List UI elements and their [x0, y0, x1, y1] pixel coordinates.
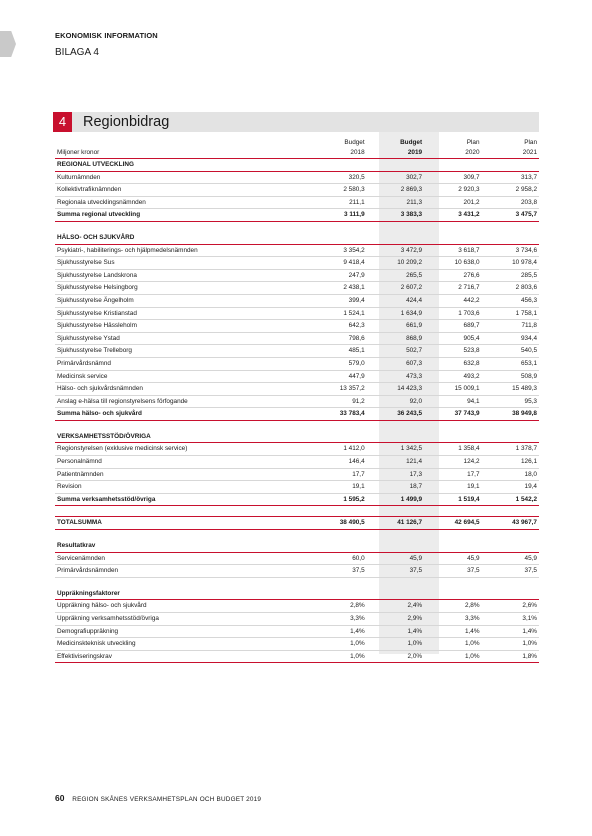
col-head-year: 2021 [482, 148, 539, 159]
row-label: Resultatkrav [55, 540, 309, 552]
column-subheader-row [55, 148, 539, 159]
value-cell: 632,8 [424, 357, 481, 370]
value-cell: 285,5 [482, 269, 539, 282]
value-cell: 934,4 [482, 332, 539, 345]
value-cell: 711,8 [482, 320, 539, 333]
value-cell: 302,7 [367, 171, 424, 184]
table-row [55, 370, 539, 383]
value-cell: 17,7 [424, 468, 481, 481]
footer-text: REGION SKÅNES VERKSAMHETSPLAN OCH BUDGET 2019 [72, 796, 262, 803]
value-cell: 313,7 [482, 171, 539, 184]
row-label: Primärvårdsnämnd [55, 357, 309, 370]
subtotal-row [55, 209, 539, 222]
value-cell: 1,0% [367, 638, 424, 651]
value-cell: 607,3 [367, 357, 424, 370]
row-label: Servicenämnden [55, 552, 309, 565]
row-label: Medicinsk service [55, 370, 309, 383]
value-cell: 1 758,1 [482, 307, 539, 320]
value-cell: 33 783,4 [309, 408, 366, 421]
row-label: VERKSAMHETSSTÖD/ÖVRIGA [55, 431, 309, 443]
value-cell: 1 499,9 [367, 493, 424, 506]
section-tab-marker [0, 31, 16, 57]
value-cell: 211,1 [309, 196, 366, 209]
row-label: REGIONAL UTVECKLING [55, 159, 309, 172]
section-heading: EKONOMISK INFORMATION [55, 31, 158, 40]
section-header-row [55, 540, 539, 552]
row-label: Anslag e-hälsa till regionstyrelsens förfogande [55, 395, 309, 408]
spacer-row [55, 577, 539, 588]
table-row [55, 171, 539, 184]
value-cell: 1,0% [309, 638, 366, 651]
value-cell: 1,0% [424, 638, 481, 651]
empty-cell [424, 540, 481, 552]
row-label: Uppräkning verksamhetsstöd/övriga [55, 613, 309, 626]
value-cell: 36 243,5 [367, 408, 424, 421]
subtotal-row [55, 408, 539, 421]
empty-cell [482, 232, 539, 244]
value-cell: 689,7 [424, 320, 481, 333]
empty-cell [424, 431, 481, 443]
value-cell: 502,7 [367, 345, 424, 358]
row-label: Hälso- och sjukvårdsnämnden [55, 383, 309, 396]
value-cell: 3,3% [309, 613, 366, 626]
row-label: Summa regional utveckling [55, 209, 309, 222]
value-cell: 276,6 [424, 269, 481, 282]
table-row [55, 456, 539, 469]
value-cell: 523,8 [424, 345, 481, 358]
row-label: Summa hälso- och sjukvård [55, 408, 309, 421]
table-title-bar [53, 112, 539, 132]
value-cell: 3 111,9 [309, 209, 366, 222]
empty-cell [309, 232, 366, 244]
value-cell: 1,8% [482, 650, 539, 663]
value-cell: 17,3 [367, 468, 424, 481]
section-header-row [55, 232, 539, 244]
value-cell: 1,0% [309, 650, 366, 663]
empty-cell [482, 540, 539, 552]
empty-cell [482, 588, 539, 600]
empty-cell [309, 540, 366, 552]
value-cell: 1,0% [424, 650, 481, 663]
value-cell: 146,4 [309, 456, 366, 469]
value-cell: 247,9 [309, 269, 366, 282]
value-cell: 37,5 [424, 565, 481, 578]
value-cell: 126,1 [482, 456, 539, 469]
value-cell: 1 595,2 [309, 493, 366, 506]
empty-cell [424, 588, 481, 600]
row-label: Demografiuppräkning [55, 625, 309, 638]
value-cell: 18,0 [482, 468, 539, 481]
row-label: HÄLSO- OCH SJUKVÅRD [55, 232, 309, 244]
table-row [55, 196, 539, 209]
value-cell: 2,4% [367, 600, 424, 613]
value-cell: 1 358,4 [424, 443, 481, 456]
spacer-row [55, 420, 539, 431]
value-cell: 15 489,3 [482, 383, 539, 396]
value-cell: 92,0 [367, 395, 424, 408]
table-row [55, 269, 539, 282]
value-cell: 309,7 [424, 171, 481, 184]
value-cell: 473,3 [367, 370, 424, 383]
value-cell: 2,0% [367, 650, 424, 663]
value-cell: 485,1 [309, 345, 366, 358]
value-cell: 124,2 [424, 456, 481, 469]
empty-cell [367, 588, 424, 600]
col-head-year: 2019 [367, 148, 424, 159]
table-row [55, 257, 539, 270]
value-cell: 9 418,4 [309, 257, 366, 270]
value-cell: 91,2 [309, 395, 366, 408]
value-cell: 2 716,7 [424, 282, 481, 295]
col-head-top: Budget [400, 139, 423, 146]
table-row [55, 552, 539, 565]
value-cell: 60,0 [309, 552, 366, 565]
value-cell: 3 383,3 [367, 209, 424, 222]
empty-cell [309, 431, 366, 443]
page-number: 60 [55, 793, 65, 803]
value-cell: 38 949,8 [482, 408, 539, 421]
value-cell: 798,6 [309, 332, 366, 345]
row-label: Sjukhusstyrelse Trelleborg [55, 345, 309, 358]
col-head-year: 2020 [424, 148, 481, 159]
row-label: Sjukhusstyrelse Helsingborg [55, 282, 309, 295]
table-row [55, 307, 539, 320]
value-cell: 2,8% [309, 600, 366, 613]
row-label: Kollektivtrafiknämnden [55, 184, 309, 197]
page-footer [55, 793, 261, 803]
table-title: Regionbidrag [83, 114, 170, 130]
value-cell: 2,6% [482, 600, 539, 613]
row-label: Medicinskteknisk utveckling [55, 638, 309, 651]
value-cell: 45,9 [367, 552, 424, 565]
value-cell: 94,1 [424, 395, 481, 408]
value-cell: 17,7 [309, 468, 366, 481]
value-cell: 1,4% [424, 625, 481, 638]
empty-cell [367, 159, 424, 172]
section-header-row [55, 431, 539, 443]
value-cell: 265,5 [367, 269, 424, 282]
value-cell: 2 438,1 [309, 282, 366, 295]
value-cell: 493,2 [424, 370, 481, 383]
value-cell: 45,9 [482, 552, 539, 565]
value-cell: 18,7 [367, 481, 424, 494]
value-cell: 1 703,6 [424, 307, 481, 320]
value-cell: 1,4% [367, 625, 424, 638]
value-cell: 2 607,2 [367, 282, 424, 295]
value-cell: 424,4 [367, 294, 424, 307]
col-head-top: Budget [344, 139, 365, 146]
value-cell: 399,4 [309, 294, 366, 307]
value-cell: 121,4 [367, 456, 424, 469]
value-cell: 95,3 [482, 395, 539, 408]
spacer-row [55, 506, 539, 517]
table-row [55, 565, 539, 578]
value-cell: 203,8 [482, 196, 539, 209]
row-label: Sjukhusstyrelse Sus [55, 257, 309, 270]
value-cell: 37,5 [367, 565, 424, 578]
value-cell: 37 743,9 [424, 408, 481, 421]
value-cell: 2 958,2 [482, 184, 539, 197]
value-cell: 661,9 [367, 320, 424, 333]
value-cell: 37,5 [309, 565, 366, 578]
empty-cell [424, 232, 481, 244]
value-cell: 41 126,7 [367, 517, 424, 530]
table-row [55, 383, 539, 396]
value-cell: 15 009,1 [424, 383, 481, 396]
value-cell: 1 542,2 [482, 493, 539, 506]
value-cell: 642,3 [309, 320, 366, 333]
value-cell: 3 475,7 [482, 209, 539, 222]
value-cell: 1,0% [482, 638, 539, 651]
total-row [55, 517, 539, 530]
regionbidrag-table [55, 138, 539, 663]
empty-cell [309, 588, 366, 600]
value-cell: 456,3 [482, 294, 539, 307]
col-head-top: Plan [466, 139, 480, 146]
value-cell: 1 634,9 [367, 307, 424, 320]
spacer-row [55, 221, 539, 232]
value-cell: 37,5 [482, 565, 539, 578]
table-row [55, 481, 539, 494]
row-label: Sjukhusstyrelse Ängelholm [55, 294, 309, 307]
row-label: Sjukhusstyrelse Kristianstad [55, 307, 309, 320]
row-label: Primärvårdsnämnden [55, 565, 309, 578]
value-cell: 905,4 [424, 332, 481, 345]
value-cell: 3 472,9 [367, 244, 424, 257]
value-cell: 19,1 [309, 481, 366, 494]
value-cell: 3,3% [424, 613, 481, 626]
value-cell: 2 920,3 [424, 184, 481, 197]
row-label: Uppräkningsfaktorer [55, 588, 309, 600]
value-cell: 442,2 [424, 294, 481, 307]
table-row [55, 244, 539, 257]
empty-cell [482, 431, 539, 443]
row-label: Regionala utvecklingsnämnden [55, 196, 309, 209]
column-header-row [55, 138, 539, 148]
value-cell: 10 209,2 [367, 257, 424, 270]
value-cell: 447,9 [309, 370, 366, 383]
table-row [55, 650, 539, 663]
value-cell: 3,1% [482, 613, 539, 626]
value-cell: 868,9 [367, 332, 424, 345]
table-row [55, 294, 539, 307]
subtotal-row [55, 493, 539, 506]
table-row [55, 320, 539, 333]
row-label: TOTALSUMMA [55, 517, 309, 530]
table-row [55, 345, 539, 358]
row-label: Kulturnämnden [55, 171, 309, 184]
row-label: Sjukhusstyrelse Ystad [55, 332, 309, 345]
empty-cell [367, 232, 424, 244]
table-row [55, 443, 539, 456]
row-label: Psykiatri-, habiliterings- och hjälpmedelsnämnden [55, 244, 309, 257]
value-cell: 579,0 [309, 357, 366, 370]
value-cell: 653,1 [482, 357, 539, 370]
table-row [55, 395, 539, 408]
spacer-row [55, 530, 539, 541]
col-head-year: 2018 [309, 148, 366, 159]
table-row [55, 282, 539, 295]
value-cell: 320,5 [309, 171, 366, 184]
empty-cell [482, 159, 539, 172]
row-label: Patientnämnden [55, 468, 309, 481]
value-cell: 10 638,0 [424, 257, 481, 270]
value-cell: 1 342,5 [367, 443, 424, 456]
value-cell: 1 524,1 [309, 307, 366, 320]
value-cell: 3 431,2 [424, 209, 481, 222]
value-cell: 2 580,3 [309, 184, 366, 197]
value-cell: 1,4% [482, 625, 539, 638]
value-cell: 2 803,6 [482, 282, 539, 295]
value-cell: 10 978,4 [482, 257, 539, 270]
value-cell: 1 378,7 [482, 443, 539, 456]
empty-cell [309, 159, 366, 172]
value-cell: 45,9 [424, 552, 481, 565]
row-label: Sjukhusstyrelse Hässleholm [55, 320, 309, 333]
value-cell: 19,1 [424, 481, 481, 494]
table-row [55, 600, 539, 613]
row-label: Regionstyrelsen (exklusive medicinsk service) [55, 443, 309, 456]
empty-cell [367, 540, 424, 552]
value-cell: 540,5 [482, 345, 539, 358]
table-row [55, 625, 539, 638]
row-label: Effektiviseringskrav [55, 650, 309, 663]
value-cell: 1 412,0 [309, 443, 366, 456]
value-cell: 19,4 [482, 481, 539, 494]
value-cell: 38 490,5 [309, 517, 366, 530]
row-label: Revision [55, 481, 309, 494]
col-head-top: Plan [524, 139, 537, 146]
empty-cell [367, 431, 424, 443]
appendix-label: BILAGA 4 [55, 47, 99, 58]
row-label: Personalnämnd [55, 456, 309, 469]
table-row [55, 357, 539, 370]
value-cell: 14 423,3 [367, 383, 424, 396]
value-cell: 2,9% [367, 613, 424, 626]
section-header-row [55, 588, 539, 600]
value-cell: 2,8% [424, 600, 481, 613]
value-cell: 13 357,2 [309, 383, 366, 396]
value-cell: 2 869,3 [367, 184, 424, 197]
value-cell: 201,2 [424, 196, 481, 209]
unit-label: Miljoner kronor [55, 148, 309, 159]
table-row [55, 184, 539, 197]
row-label: Sjukhusstyrelse Landskrona [55, 269, 309, 282]
value-cell: 508,9 [482, 370, 539, 383]
table-number-badge: 4 [53, 112, 72, 132]
table-row [55, 613, 539, 626]
value-cell: 3 618,7 [424, 244, 481, 257]
value-cell: 3 354,2 [309, 244, 366, 257]
table-row [55, 638, 539, 651]
value-cell: 211,3 [367, 196, 424, 209]
section-header-row [55, 159, 539, 172]
value-cell: 1 519,4 [424, 493, 481, 506]
empty-cell [424, 159, 481, 172]
value-cell: 43 967,7 [482, 517, 539, 530]
value-cell: 42 694,5 [424, 517, 481, 530]
value-cell: 1,4% [309, 625, 366, 638]
table-row [55, 332, 539, 345]
row-label: Summa verksamhetsstöd/övriga [55, 493, 309, 506]
table-row [55, 468, 539, 481]
value-cell: 3 734,6 [482, 244, 539, 257]
row-label: Uppräkning hälso- och sjukvård [55, 600, 309, 613]
